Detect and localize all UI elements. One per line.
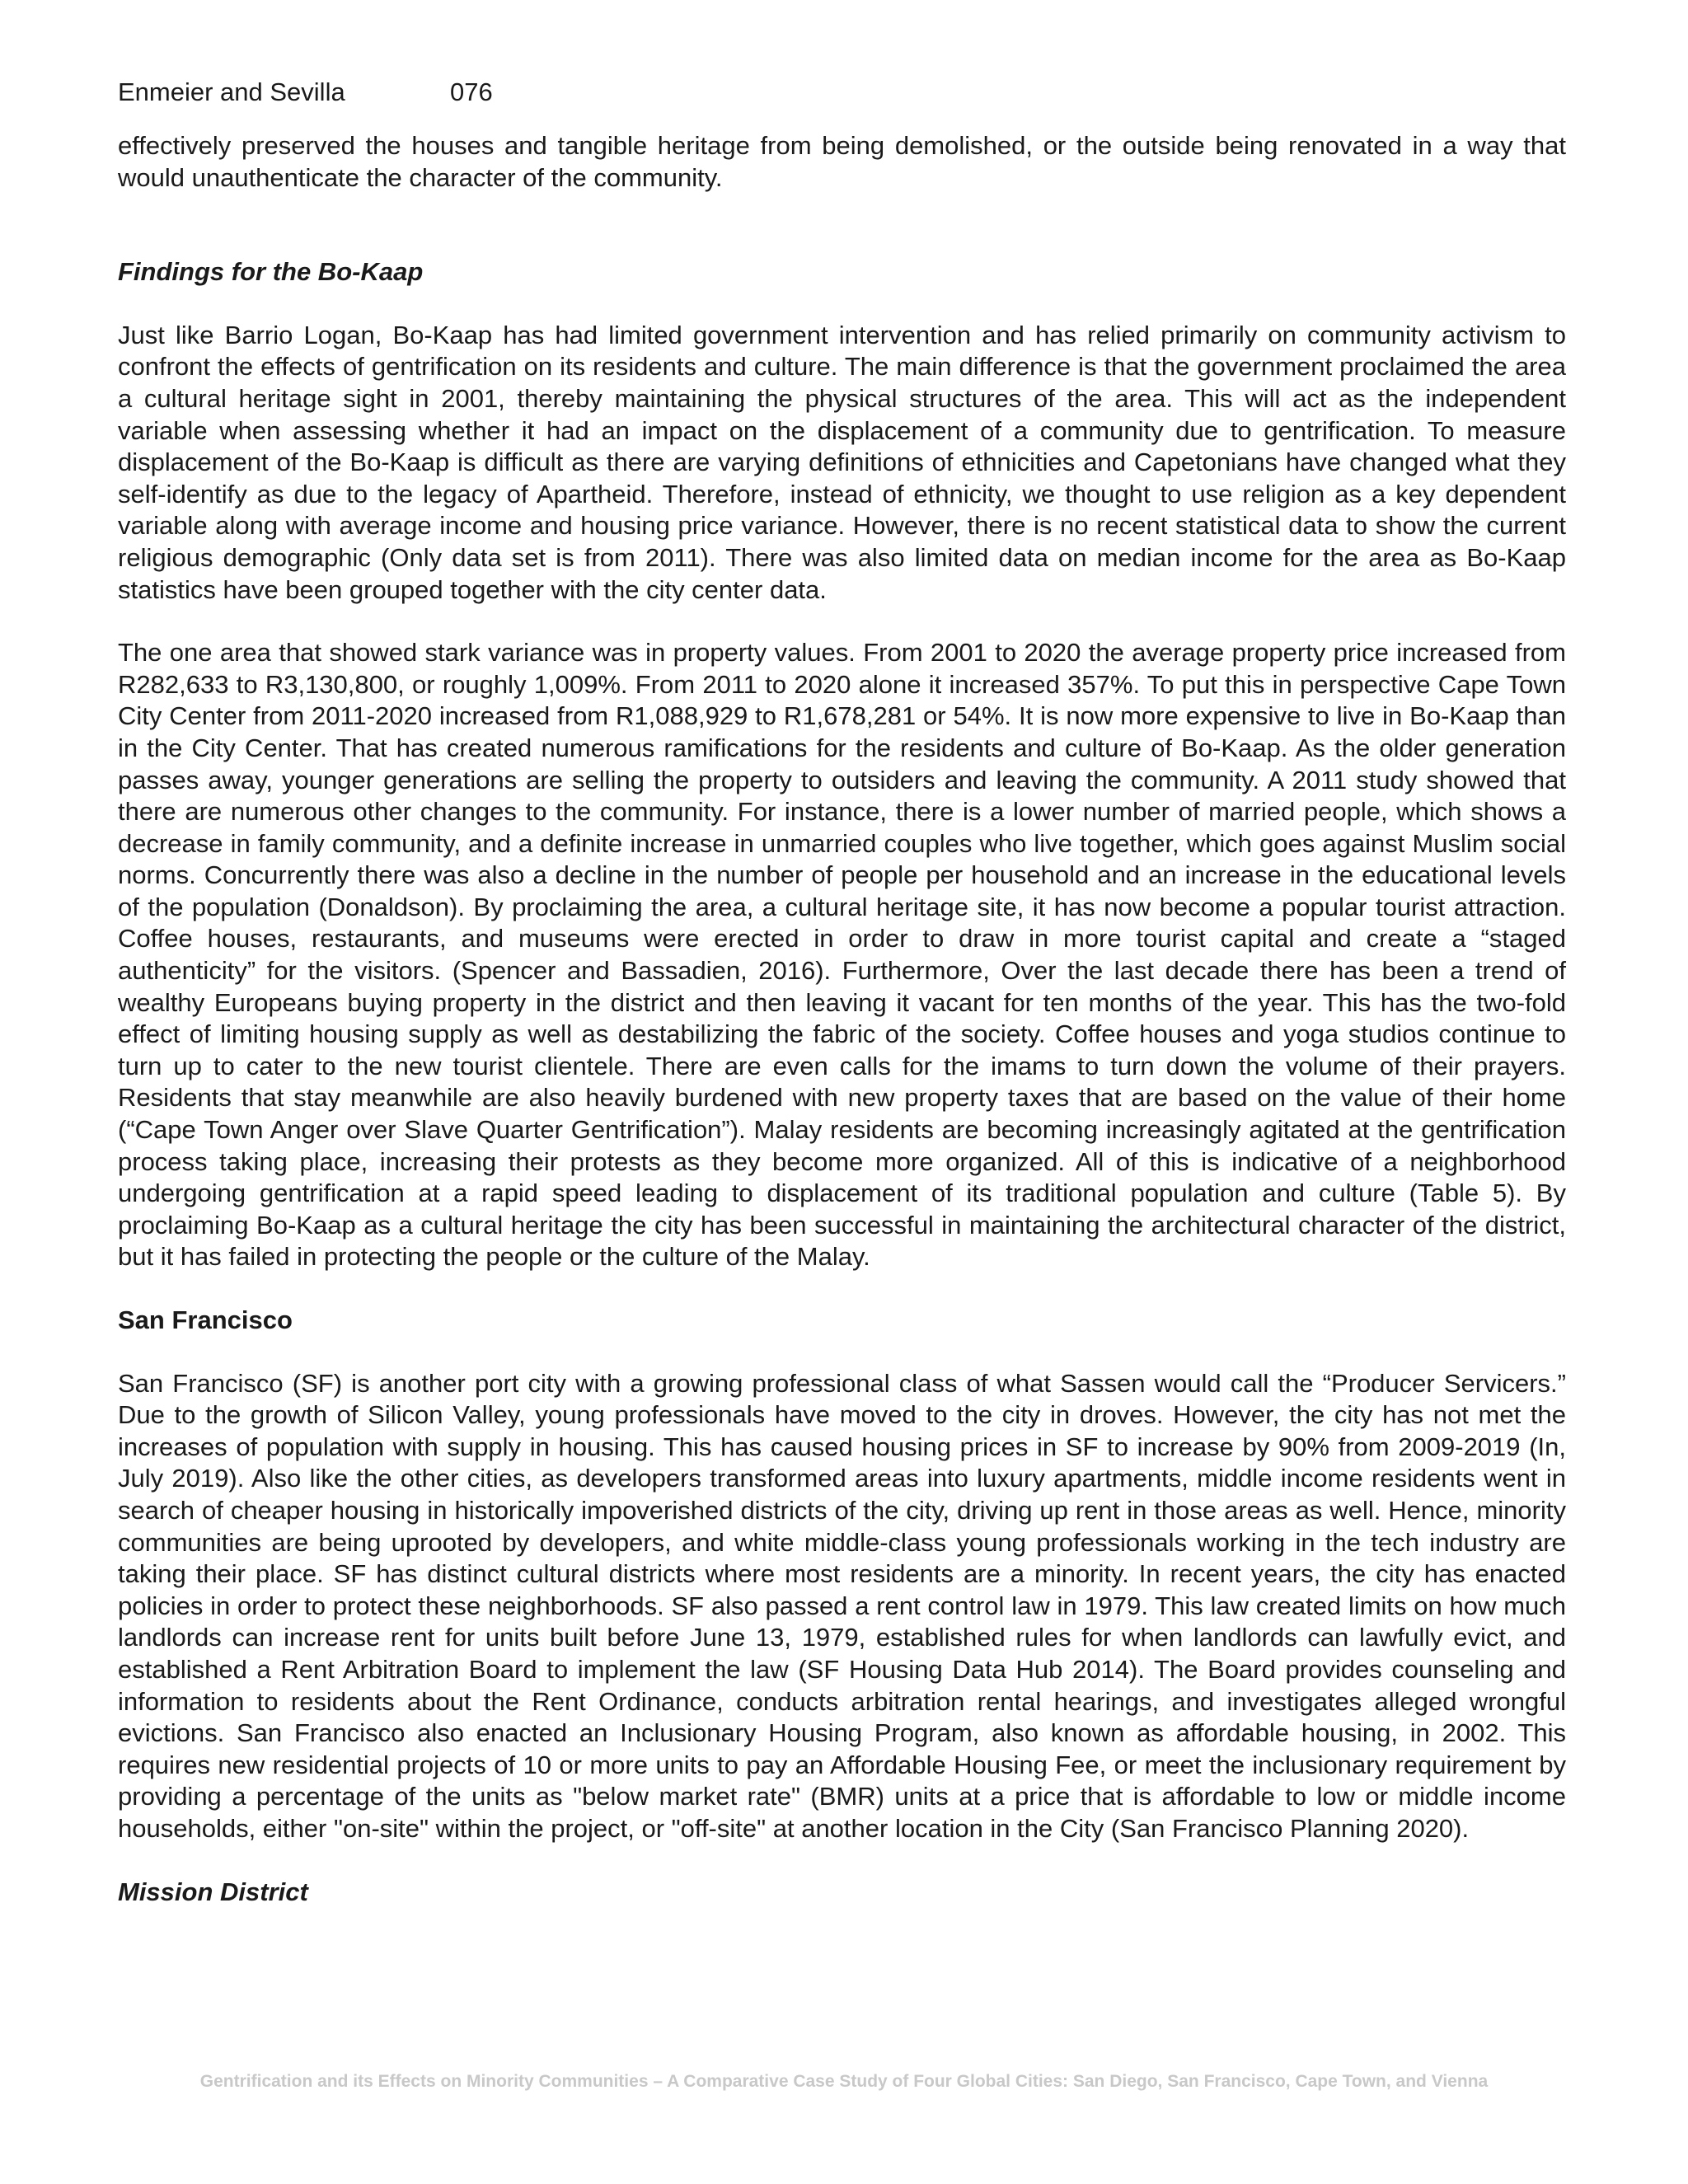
section-heading-mission: Mission District bbox=[118, 1877, 308, 1906]
sf-paragraph-1: San Francisco (SF) is another port city with a growing professional class of what Sassen would call the “Producer Servicers.” Due to the growth of Silicon Valley, young professionals have moved to the city in droves. However, the city has not met the increases of population with supply in housing. This has caused housing prices in SF to increase by 90% from 2009-2019 (In, July 2019). Also like the other cities, as developers transformed areas into luxury apartments, middle income residents went in search of cheaper housing in historically impoverished districts of the city, driving up rent in those areas as well. Hence, minority communities are being uprooted by developers, and white middle-class young professionals working in the tech industry are taking their place. SF has distinct cultural districts where most residents are a minority. In recent years, the city has enacted policies in order to protect these neighborhoods. SF also passed a rent control law in 1979. This law created limits on how much landlords can increase rent for units built before June 13, 1979, established rules for when landlords can lawfully evict, and established a Rent Arbitration Board to implement the law (SF Housing Data Hub 2014). The Board provides counseling and information to residents about the Rent Ordinance, conducts arbitration rental hearings, and investigates alleged wrongful evictions. San Francisco also enacted an Inclusionary Housing Program, also known as affordable housing, in 2002. This requires new residential projects of 10 or more units to pay an Affordable Housing Fee, or meet the inclusionary requirement by providing a percentage of the units as "below market rate" (BMR) units at a price that is affordable to low or middle income households, either "on-site" within the project, or "off-site" at another location in the City (San Francisco Planning 2020). bbox=[118, 1368, 1566, 1843]
header-authors: Enmeier and Sevilla bbox=[118, 77, 345, 106]
spacer bbox=[118, 288, 1566, 320]
bokaap-paragraph-1: Just like Barrio Logan, Bo-Kaap has had limited government intervention and has relied primarily on community activism to confront the effects of gentrification on its residents and culture. The main difference is that the government proclaimed the area a cultural heritage sight in 2001, thereby maintaining the physical structures of the area. This will act as the independent variable when assessing whether it had an impact on the displacement of a community due to gentrification. To measure displacement of the Bo-Kaap is difficult as there are varying definitions of ethnicities and Capetonians have changed what they self-identify as due to the legacy of Apartheid. Therefore, instead of ethnicity, we thought to use religion as a key dependent variable along with average income and housing price variance. However, there is no recent statistical data to show the current religious demographic (Only data set is from 2011). There was also limited data on median income for the area as Bo-Kaap statistics have been grouped together with the city center data. bbox=[118, 320, 1566, 604]
running-header bbox=[118, 76, 1566, 109]
spacer bbox=[118, 1337, 1566, 1368]
spacer bbox=[118, 194, 1566, 256]
header-page-number: 076 bbox=[450, 77, 493, 106]
section-heading-bokaap: Findings for the Bo-Kaap bbox=[118, 257, 424, 287]
spacer bbox=[118, 606, 1566, 637]
page-footer: Gentrification and its Effects on Minority Communities – A Comparative Case Study of Four Global Cities: San Diego, San Francisco, Cape Town, and Vienna bbox=[199, 2072, 1489, 2091]
intro-paragraph: effectively preserved the houses and tangible heritage from being demolished, or the outside being renovated in a way that would unauthenticate the character of the community. bbox=[118, 131, 1566, 192]
section-heading-sf: San Francisco bbox=[118, 1305, 293, 1334]
document-page bbox=[118, 76, 1566, 1908]
spacer bbox=[118, 1845, 1566, 1877]
bokaap-paragraph-2: The one area that showed stark variance was in property values. From 2001 to 2020 the average property price increased from R282,633 to R3,130,800, or roughly 1,009%. From 2011 to 2020 alone it increased 357%. To put this in perspective Cape Town City Center from 2011-2020 increased from R1,088,929 to R1,678,281 or 54%. It is now more expensive to live in Bo-Kaap than in the City Center. That has created numerous ramifications for the residents and culture of Bo-Kaap. As the older generation passes away, younger generations are selling the property to outsiders and leaving the community. A 2011 study showed that there are numerous other changes to the community. For instance, there is a lower number of married people, which shows a decrease in family community, and a definite increase in unmarried couples who live together, which goes against Muslim social norms. Concurrently there was also a decline in the number of people per household and an increase in the educational levels of the population (Donaldson). By proclaiming the area, a cultural heritage site, it has now become a popular tourist attraction. Coffee houses, restaurants, and museums were erected in order to draw in more tourist capital and create a “staged authenticity” for the visitors. (Spencer and Bassadien, 2016). Furthermore, Over the last decade there has been a trend of wealthy Europeans buying property in the district and then leaving it vacant for ten months of the year. This has the two-fold effect of limiting housing supply as well as destabilizing the fabric of the society. Coffee houses and yoga studios continue to turn up to cater to the new tourist clientele. There are even calls for the imams to turn down the volume of their prayers. Residents that stay meanwhile are also heavily burdened with new property taxes that are based on the value of their home (“Cape Town Anger over Slave Quarter Gentrification”). Malay residents are becoming increasingly agitated at the gentrification process taking place, increasing their protests as they become more organized. All of this is indicative of a neighborhood undergoing gentrification at a rapid speed leading to displacement of its traditional population and culture (Table 5). By proclaiming Bo-Kaap as a cultural heritage the city has been successful in maintaining the architectural character of the district, but it has failed in protecting the people or the culture of the Malay. bbox=[118, 638, 1566, 1272]
spacer bbox=[118, 1273, 1566, 1305]
